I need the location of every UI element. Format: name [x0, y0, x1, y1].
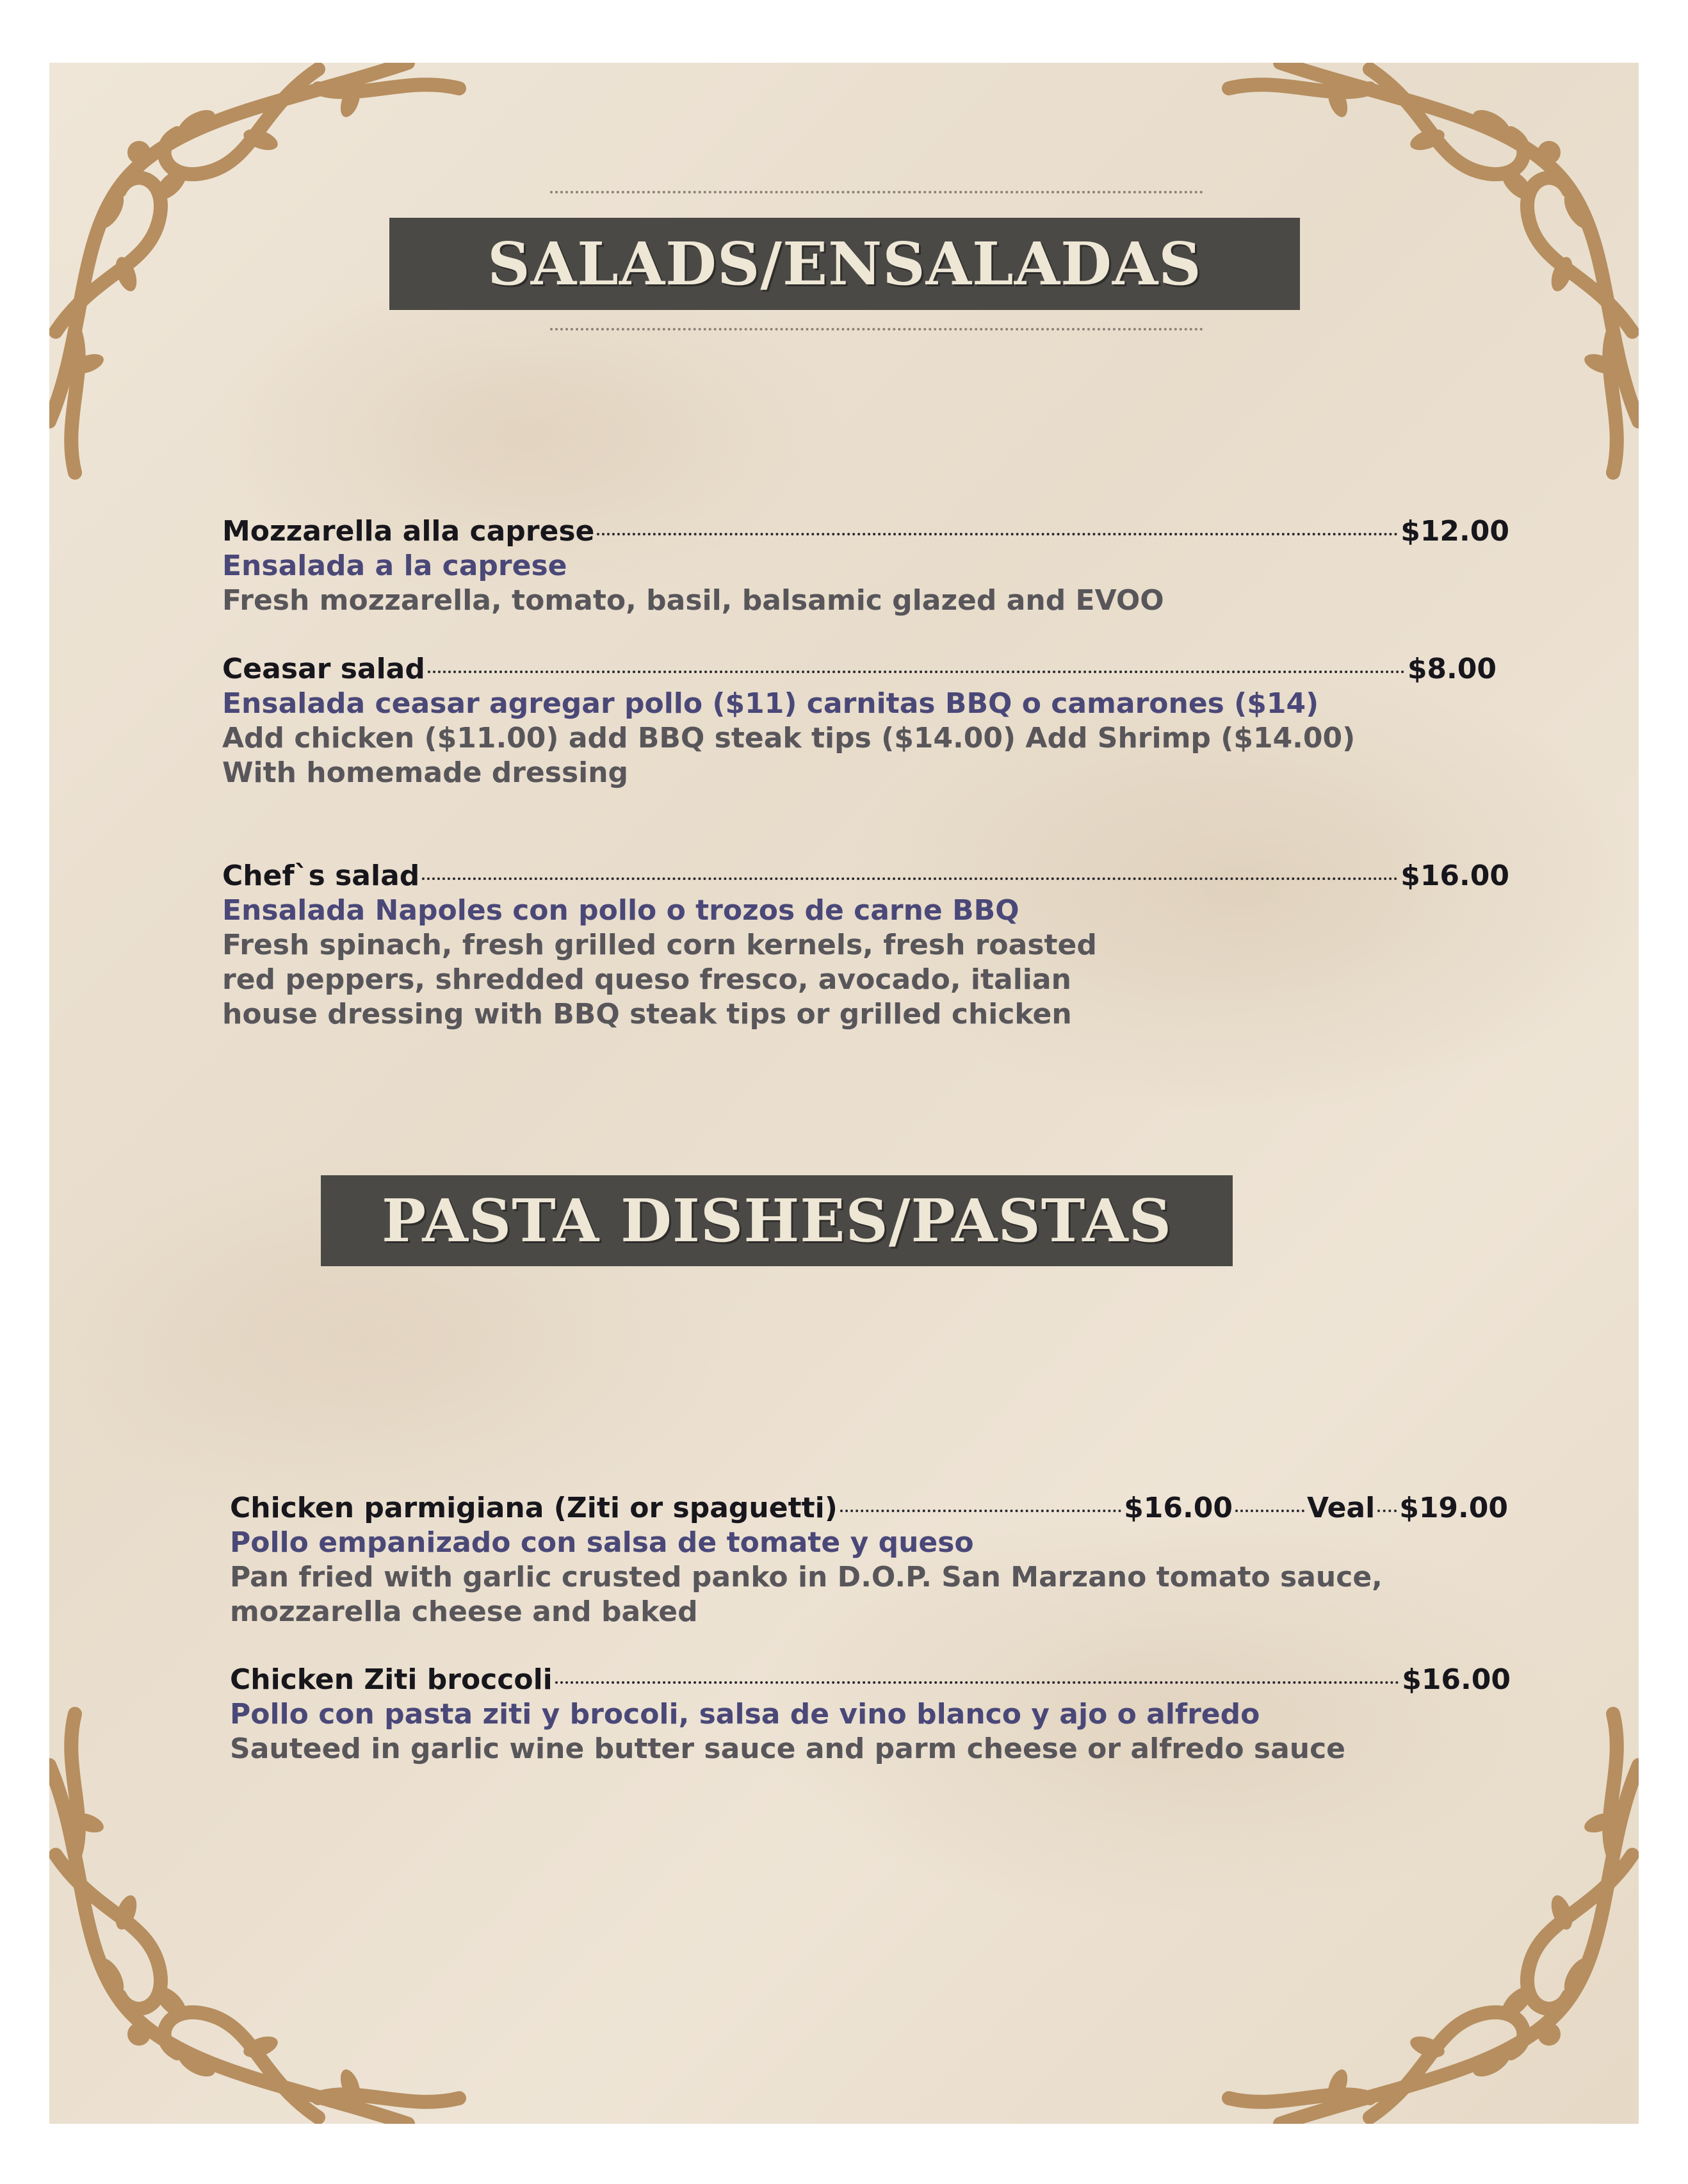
dot-leader — [597, 533, 1398, 535]
menu-item-description: Pan fried with garlic crusted panko in D.O.P. San Marzano tomato sauce, — [230, 1561, 1383, 1593]
dot-leader — [840, 1510, 1121, 1512]
menu-item-header — [222, 859, 1509, 893]
menu-item-description: Fresh spinach, fresh grilled corn kernels, fresh roasted — [222, 929, 1097, 961]
dot-leader — [555, 1681, 1399, 1684]
menu-item-description: Sauteed in garlic wine butter sauce and parm cheese or alfredo sauce — [230, 1732, 1346, 1765]
menu-item — [230, 1491, 1508, 1629]
menu-item-description: With homemade dressing — [222, 756, 629, 789]
dot-leader — [1377, 1510, 1397, 1512]
dot-leader — [422, 877, 1398, 880]
menu-item — [222, 514, 1509, 618]
menu-item — [222, 859, 1509, 1032]
menu-item-spanish: Ensalada Napoles con pollo o trozos de carne BBQ — [222, 894, 1019, 927]
menu-item-spanish: Pollo con pasta ziti y brocoli, salsa de vino blanco y ajo o alfredo — [230, 1698, 1260, 1731]
menu-item-price: $16.00 — [1402, 1663, 1511, 1696]
section-title: PASTA DISHES/PASTAS — [381, 1186, 1173, 1255]
menu-item-price: $16.00 — [1400, 860, 1509, 892]
menu-item — [222, 652, 1497, 790]
title-rule-bottom — [550, 328, 1203, 330]
section-title-banner-salads — [389, 218, 1300, 310]
dot-leader — [428, 671, 1405, 673]
section-title: SALADS/ENSALADAS — [487, 229, 1202, 298]
menu-item-price: $16.00 — [1124, 1492, 1233, 1524]
menu-item-description: house dressing with BBQ steak tips or grilled chicken — [222, 998, 1072, 1031]
menu-item-name: Ceasar salad — [222, 653, 425, 685]
title-rule-top — [550, 191, 1203, 193]
menu-item-spanish: Pollo empanizado con salsa de tomate y queso — [230, 1526, 974, 1559]
menu-item-description: Add chicken ($11.00) add BBQ steak tips ($14.00) Add Shrimp ($14.00) — [222, 722, 1356, 754]
menu-item-header — [230, 1663, 1511, 1697]
menu-item-extra-label: Veal — [1306, 1492, 1376, 1524]
menu-item-name: Mozzarella alla caprese — [222, 515, 595, 548]
menu-item-header — [222, 652, 1497, 687]
dot-leader — [1235, 1510, 1304, 1512]
menu-item — [230, 1663, 1511, 1766]
menu-item-header — [230, 1491, 1508, 1526]
menu-item-name: Chicken parmigiana (Ziti or spaguetti) — [230, 1492, 838, 1524]
menu-item-price: $8.00 — [1407, 653, 1497, 685]
menu-item-description: Fresh mozzarella, tomato, basil, balsamic glazed and EVOO — [222, 584, 1164, 617]
menu-item-name: Chef`s salad — [222, 860, 420, 892]
menu-item-header — [222, 514, 1509, 549]
menu-item-spanish: Ensalada a la caprese — [222, 550, 567, 582]
menu-item-price: $12.00 — [1400, 515, 1509, 548]
section-title-banner-pasta — [321, 1175, 1233, 1266]
menu-page — [49, 63, 1639, 2124]
menu-item-description: mozzarella cheese and baked — [230, 1595, 698, 1628]
menu-item-name: Chicken Ziti broccoli — [230, 1663, 553, 1696]
menu-item-spanish: Ensalada ceasar agregar pollo ($11) carnitas BBQ o camarones ($14) — [222, 687, 1319, 720]
menu-item-extra-price: $19.00 — [1399, 1492, 1508, 1524]
menu-item-description: red peppers, shredded queso fresco, avocado, italian — [222, 963, 1071, 996]
